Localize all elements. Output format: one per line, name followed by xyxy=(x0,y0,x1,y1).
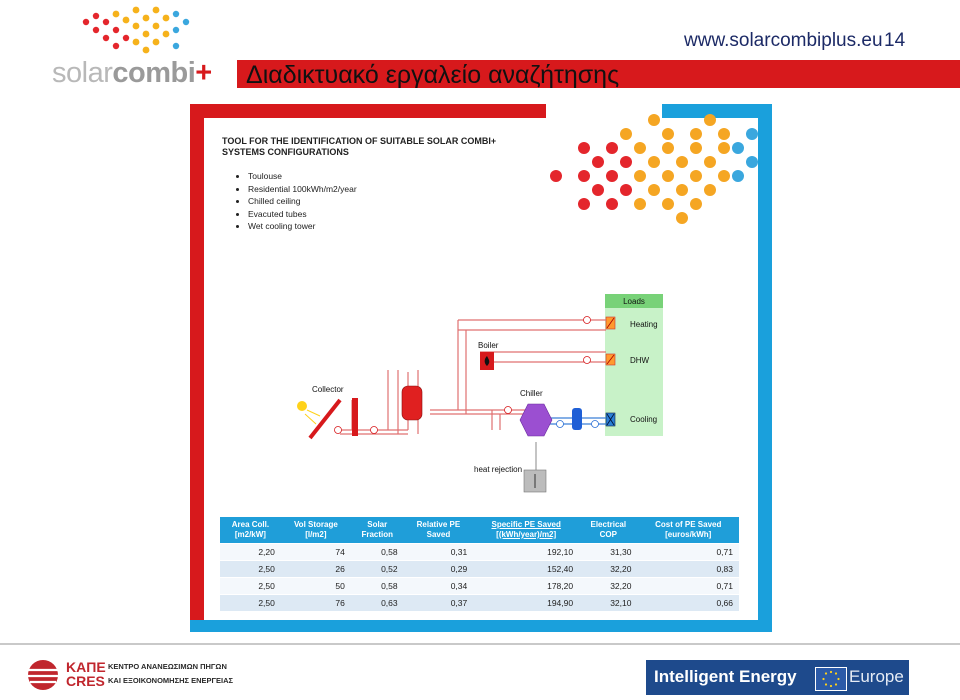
col-vol-storage[interactable]: Vol Storage [l/m2] xyxy=(281,517,351,544)
cell: 0,52 xyxy=(351,561,404,578)
col-cost-pe-saved[interactable]: Cost of PE Saved [euros/kWh] xyxy=(637,517,739,544)
dhw-label: DHW xyxy=(630,356,650,365)
cres-logo-icon xyxy=(24,658,62,692)
col-solar-fraction[interactable]: Solar Fraction xyxy=(351,517,404,544)
cell: 32,20 xyxy=(579,578,637,595)
boiler-label: Boiler xyxy=(478,341,499,350)
cell: 0,31 xyxy=(404,544,474,561)
cell: 76 xyxy=(281,595,351,612)
kape-wordmark: ΚΑΠΕ xyxy=(66,659,106,675)
heating-label: Heating xyxy=(630,320,658,329)
cooling-label: Cooling xyxy=(630,415,658,424)
collector-label: Collector xyxy=(312,385,344,394)
cell: 152,40 xyxy=(473,561,579,578)
criteria-building: • Residential 100kWh/m2/year xyxy=(248,183,357,196)
page-number: 14 xyxy=(884,30,906,51)
org-name-line-2: ΚΑΙ ΕΞΟΙΚΟΝΟΜΗΣΗΣ ΕΝΕΡΓΕΙΑΣ xyxy=(108,676,234,685)
logo xyxy=(52,56,212,90)
cell: 0,71 xyxy=(637,544,739,561)
col-electrical-cop[interactable]: Electrical COP xyxy=(579,517,637,544)
tool-title-line-2: SYSTEMS CONFIGURATIONS xyxy=(222,147,349,157)
cell: 178,20 xyxy=(473,578,579,595)
cell: 194,90 xyxy=(473,595,579,612)
table-row[interactable] xyxy=(220,578,739,595)
criteria-list xyxy=(236,170,357,233)
cell: 32,20 xyxy=(579,561,637,578)
cell: 2,20 xyxy=(220,544,281,561)
chiller-label: Chiller xyxy=(520,389,543,398)
criteria-location: • Toulouse xyxy=(248,170,357,183)
heat-rejection-label: heat rejection xyxy=(474,465,523,474)
cell: 50 xyxy=(281,578,351,595)
decorative-dot-cluster xyxy=(546,108,760,228)
table-row[interactable] xyxy=(220,595,739,612)
cell: 0,37 xyxy=(404,595,474,612)
criteria-collector: • Evacuted tubes xyxy=(248,208,357,221)
cell: 0,34 xyxy=(404,578,474,595)
website-url[interactable]: www.solarcombiplus.eu xyxy=(684,30,883,51)
cell: 31,30 xyxy=(579,544,637,561)
col-relative-pe-saved[interactable]: Relative PE Saved xyxy=(404,517,474,544)
table-row[interactable] xyxy=(220,561,739,578)
frame-red-left xyxy=(190,104,204,632)
frame-blue-right xyxy=(758,104,772,632)
system-diagram xyxy=(290,290,670,495)
loads-label: Loads xyxy=(623,297,645,306)
cres-wordmark: CRES xyxy=(66,673,105,689)
cell: 0,83 xyxy=(637,561,739,578)
logo-part-combi: combi xyxy=(112,57,196,89)
logo-dot-pattern xyxy=(80,2,195,58)
org-name-line-1: ΚΕΝΤΡΟ ΑΝΑΝΕΩΣΙΜΩΝ ΠΗΓΩΝ xyxy=(108,662,227,671)
eu-flag-icon xyxy=(815,667,847,691)
tool-title xyxy=(222,136,496,158)
footer-divider xyxy=(0,643,960,645)
col-specific-pe-saved[interactable]: Specific PE Saved [(kWh/year)/m2] xyxy=(473,517,579,544)
intelligent-energy-text: Intelligent Energy xyxy=(654,667,797,686)
cell: 26 xyxy=(281,561,351,578)
criteria-distribution: • Chilled ceiling xyxy=(248,195,357,208)
europe-text: Europe xyxy=(849,667,904,686)
cell: 192,10 xyxy=(473,544,579,561)
col-area-coll[interactable]: Area Coll. [m2/kW] xyxy=(220,517,281,544)
cell: 74 xyxy=(281,544,351,561)
cell: 2,50 xyxy=(220,578,281,595)
table-header-row xyxy=(220,517,739,544)
cell: 2,50 xyxy=(220,595,281,612)
cell: 0,71 xyxy=(637,578,739,595)
cell: 0,66 xyxy=(637,595,739,612)
cell: 2,50 xyxy=(220,561,281,578)
frame-red-top xyxy=(190,104,546,118)
frame-blue-bottom xyxy=(190,620,772,632)
logo-part-solar: solar xyxy=(52,57,113,89)
table-row[interactable] xyxy=(220,544,739,561)
cell: 0,58 xyxy=(351,578,404,595)
tool-title-line-1: TOOL FOR THE IDENTIFICATION OF SUITABLE SOLAR COMBI+ xyxy=(222,136,497,146)
slide-title: Διαδικτυακό εργαλείο αναζήτησης xyxy=(246,61,620,89)
cell: 0,63 xyxy=(351,595,404,612)
logo-part-plus: + xyxy=(195,57,212,89)
results-table xyxy=(220,517,739,611)
criteria-heat-rejection: • Wet cooling tower xyxy=(248,220,357,233)
cell: 0,29 xyxy=(404,561,474,578)
cell: 0,58 xyxy=(351,544,404,561)
cell: 32,10 xyxy=(579,595,637,612)
eu-stars-icon xyxy=(816,668,846,690)
